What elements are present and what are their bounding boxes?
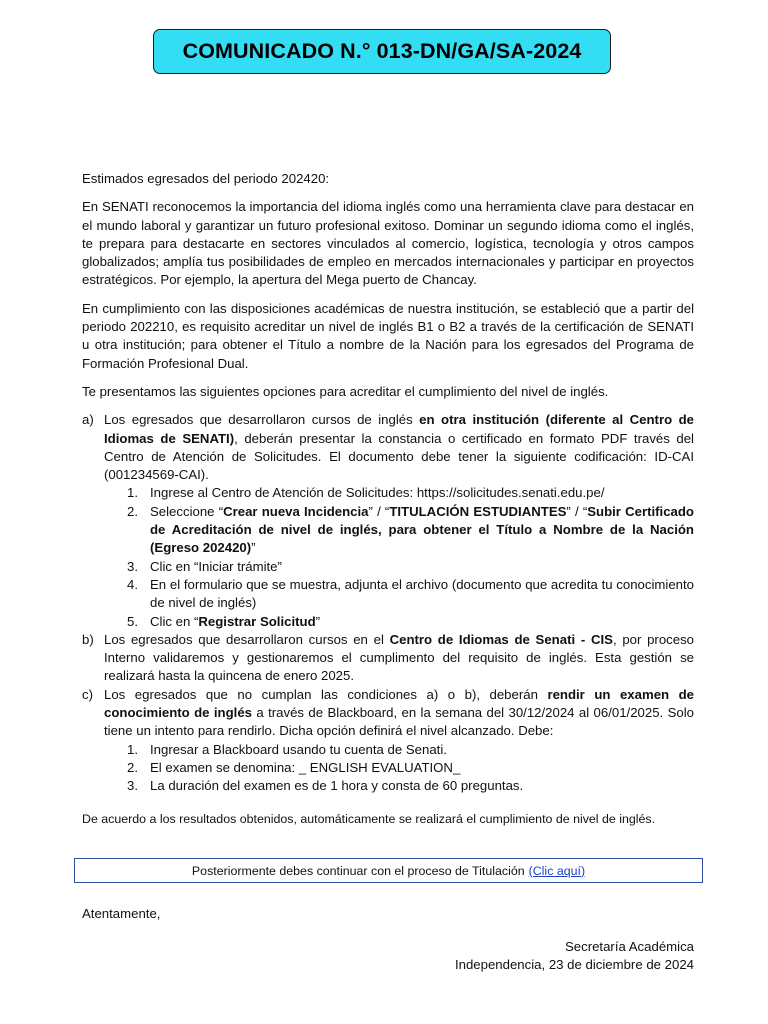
step-bold-part: Registrar Solicitud [198,613,316,629]
step-number: 3. [127,778,138,794]
option-c-letter: c) [82,686,93,702]
option-a-text-1: Los egresados que desarrollaron cursos de inglés [104,412,420,428]
step-text-part: Seleccione “ [150,503,224,519]
option-a-body [104,411,694,631]
option-b-text-1: Los egresados que desarrollaron cursos en el [104,631,390,647]
step-text-part: ” / “ [566,503,588,519]
option-b [82,631,694,686]
final-note: De acuerdo a los resultados obtenidos, automáticamente se realizará el cumplimiento de nivel de inglés. [82,811,656,826]
title-banner [153,29,611,74]
option-c-body [104,686,694,796]
option-c-step-2 [127,759,694,777]
option-c-step-3 [127,777,694,795]
option-a-step-5 [127,613,694,631]
step-text-part: Clic en “ [150,613,199,629]
step-text: La duración del examen es de 1 hora y consta de 60 preguntas. [150,778,524,794]
step-number: 1. [127,485,138,501]
step-bold-part: Crear nueva Incidencia [223,503,369,519]
option-a-step-1 [127,484,694,502]
option-b-letter: b) [82,631,94,647]
option-a-letter: a) [82,412,94,428]
titulation-link[interactable]: (Clic aquí) [528,863,586,878]
document-body [82,170,694,828]
option-a-steps [104,484,694,630]
option-c-step-1 [127,741,694,759]
step-bold-part: TITULACIÓN ESTUDIANTES [389,503,567,519]
step-number: 5. [127,613,138,629]
option-c-text-1: Los egresados que no cumplan las condiciones a) o b), deberán [104,686,548,702]
step-text: Clic en “Iniciar trámite” [150,558,282,574]
paragraph-options-intro: Te presentamos las siguientes opciones para acreditar el cumplimiento del nivel de inglés. [82,383,609,399]
option-b-bold-1: Centro de Idiomas de Senati - CIS [389,631,613,647]
step-number: 4. [127,576,138,592]
signature-office: Secretaría Académica [564,939,694,954]
step-number: 2. [127,759,138,775]
option-a-step-4 [127,576,694,613]
step-text: Ingrese al Centro de Atención de Solicitudes: https://solicitudes.senati.edu.pe/ [150,485,605,501]
signature-place-date: Independencia, 23 de diciembre de 2024 [454,957,694,972]
greeting: Estimados egresados del periodo 202420: [82,171,330,186]
option-c-text-2: a través de Blackboard, en la semana del 30/12/2024 al 06/01/2025. Solo tiene un intento para rendirlo. Dicha opción definirá el nivel alcanzado. Debe: [104,705,694,739]
paragraph-importance: En SENATI reconocemos la importancia del idioma inglés como una herramienta clave para destacar en el mundo laboral y garantizar un futuro profesional exitoso. Dominar un segundo idioma como el inglés, te prepara para destacarte en sectores vinculados al comercio, logística, tecnología y otros campos globalizados; amplía tus posibilidades de empleo en mercados internacionales y participar en proyectos estratégicos. Por ejemplo, la apertura del Mega puerto de Chancay. [82,199,694,288]
paragraph-requirement: En cumplimiento con las disposiciones académicas de nuestra institución, se estableció que a partir del periodo 202210, es requisito acreditar un nivel de inglés B1 o B2 a través de la certificación de SENATI u otra institución; para obtener el Título a nombre de la Nación para los egresados del Programa de Formación Profesional Dual. [82,300,694,371]
titulation-box [74,858,703,883]
page-title: COMUNICADO N.° 013-DN/GA/SA-2024 [182,39,582,63]
step-text [150,503,694,558]
option-a-step-3 [127,558,694,576]
step-text: El examen se denomina: _ ENGLISH EVALUATION_ [150,759,461,775]
option-c [82,686,694,796]
option-a [82,411,694,631]
step-number: 3. [127,558,138,574]
step-text-part: ” [315,613,321,629]
option-b-text [104,631,694,686]
signature-block [455,938,694,974]
options-list [82,411,694,795]
closing: Atentamente, [82,906,161,921]
option-a-text [104,411,694,484]
step-text [150,613,694,631]
option-a-bold-1: en otra institución (diferente al Centro de Idiomas de SENATI) [104,412,694,446]
titulation-text: Posteriormente debes continuar con el proceso de Titulación [191,863,525,878]
step-text: En el formulario que se muestra, adjunta el archivo (documento que acredita tu conocimiento de nivel de inglés) [150,576,694,611]
option-a-step-2 [127,503,694,558]
step-text-part: ” [251,540,256,556]
step-text: Ingresar a Blackboard usando tu cuenta de Senati. [150,741,447,757]
option-c-steps [104,741,694,796]
step-number: 1. [127,741,138,757]
option-b-text-2: , por proceso Interno validaremos y gestionaremos el cumplimento del requisito de inglés. Esta gestión se realizará hasta la quincena de enero 2025. [104,631,695,684]
option-c-text [104,686,694,741]
step-text-part: ” / “ [368,503,390,519]
step-number: 2. [127,503,138,519]
option-c-bold-1: rendir un examen de conocimiento de inglés [104,686,694,721]
option-a-text-2: , deberán presentar la constancia o certificado en formato PDF través del Centro de Atención de Solicitudes. El documento debe tener la siguiente codificación: ID-CAI (001234569-CAI). [104,430,694,483]
step-bold-part: Subir Certificado de Acreditación de nivel de inglés, para obtener el Título a Nombre de la Nación (Egreso 202420) [150,503,694,556]
